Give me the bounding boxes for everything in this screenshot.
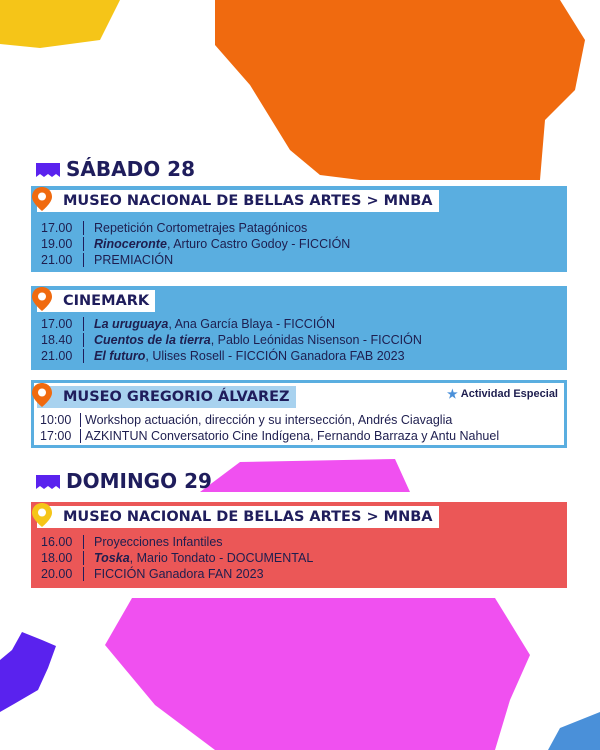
schedule-row (40, 412, 558, 428)
details: , Pablo Leónidas Nisenson - FICCIÓN (210, 333, 422, 347)
schedule-row (41, 550, 561, 566)
film-title: La uruguaya (94, 317, 169, 331)
film-title: El futuro (94, 349, 146, 363)
time: 21.00 (41, 253, 73, 267)
details: , Arturo Castro Godoy - FICCIÓN (166, 237, 351, 251)
description (83, 253, 173, 267)
venue-header (37, 190, 439, 212)
orange-shape (215, 0, 585, 180)
description (83, 221, 307, 235)
magenta-bottom-shape (105, 598, 530, 750)
blue-corner-shape (548, 712, 600, 750)
schedule-list (41, 534, 561, 582)
time: 17:00 (40, 429, 72, 443)
venue-block-gregorio-alvarez (31, 380, 567, 448)
schedule-row (40, 428, 558, 444)
location-pin-icon (31, 502, 53, 528)
description (83, 317, 335, 331)
details: AZKINTUN Conversatorio Cine Indígena, Fernando Barraza y Antu Nahuel (85, 429, 500, 443)
location-pin-icon (31, 186, 53, 212)
time: 17.00 (41, 317, 73, 331)
details: Workshop actuación, dirección y su intersección, Andrés Ciavaglia (85, 413, 453, 427)
description (83, 237, 350, 251)
day-label: DOMINGO 29 (66, 469, 212, 493)
venue-name: MUSEO NACIONAL DE BELLAS ARTES > MNBA (63, 509, 433, 525)
schedule-row (41, 252, 561, 268)
magenta-top-shape (200, 459, 410, 492)
time: 21.00 (41, 349, 73, 363)
schedule-row (41, 220, 561, 236)
time: 10:00 (40, 413, 72, 427)
venue-header (37, 290, 155, 312)
special-activity-badge (447, 387, 558, 401)
description (80, 413, 452, 427)
venue-header (37, 506, 439, 528)
time: 19.00 (41, 237, 73, 251)
film-title: Rinoceronte (94, 237, 167, 251)
location-pin-icon (31, 286, 53, 312)
film-title: Cuentos de la tierra (94, 333, 211, 347)
schedule-row (41, 236, 561, 252)
time: 20.00 (41, 567, 73, 581)
details: , Ana García Blaya - FICCIÓN (168, 317, 336, 331)
badge-label: Actividad Especial (460, 388, 558, 400)
venue-name: CINEMARK (63, 293, 150, 309)
venue-name: MUSEO GREGORIO ÁLVAREZ (63, 389, 290, 405)
venue-block-cinemark (31, 286, 567, 370)
schedule-list (41, 220, 561, 268)
description (83, 551, 313, 565)
star-icon: ★ (447, 387, 458, 401)
location-pin-icon (31, 382, 53, 408)
day-header-saturday (36, 157, 195, 181)
description (83, 349, 405, 363)
venue-block-mnba-sunday (31, 502, 567, 588)
time: 18.40 (41, 333, 73, 347)
time: 17.00 (41, 221, 73, 235)
details: Proyecciones Infantiles (94, 535, 223, 549)
yellow-shape (0, 0, 120, 48)
venue-block-mnba-saturday (31, 186, 567, 272)
schedule-list (41, 316, 561, 364)
schedule-row (41, 316, 561, 332)
schedule-list (40, 412, 558, 444)
time: 18.00 (41, 551, 73, 565)
day-label: SÁBADO 28 (66, 157, 196, 181)
purple-shape (0, 632, 56, 712)
details: , Mario Tondato - DOCUMENTAL (129, 551, 314, 565)
details: PREMIACIÓN (94, 253, 174, 267)
venue-name: MUSEO NACIONAL DE BELLAS ARTES > MNBA (63, 193, 433, 209)
details: Repetición Cortometrajes Patagónicos (94, 221, 308, 235)
film-title: Toska (94, 551, 130, 565)
ticket-icon (36, 473, 60, 489)
description (80, 429, 499, 443)
ticket-icon (36, 161, 60, 177)
description (83, 567, 264, 581)
venue-header (37, 386, 296, 408)
schedule-row (41, 348, 561, 364)
schedule-row (41, 534, 561, 550)
schedule-row (41, 332, 561, 348)
details: , Ulises Rosell - FICCIÓN Ganadora FAB 2023 (145, 349, 405, 363)
description (83, 333, 422, 347)
schedule-row (41, 566, 561, 582)
time: 16.00 (41, 535, 73, 549)
description (83, 535, 223, 549)
details: FICCIÓN Ganadora FAN 2023 (94, 567, 264, 581)
day-header-sunday (36, 469, 212, 493)
